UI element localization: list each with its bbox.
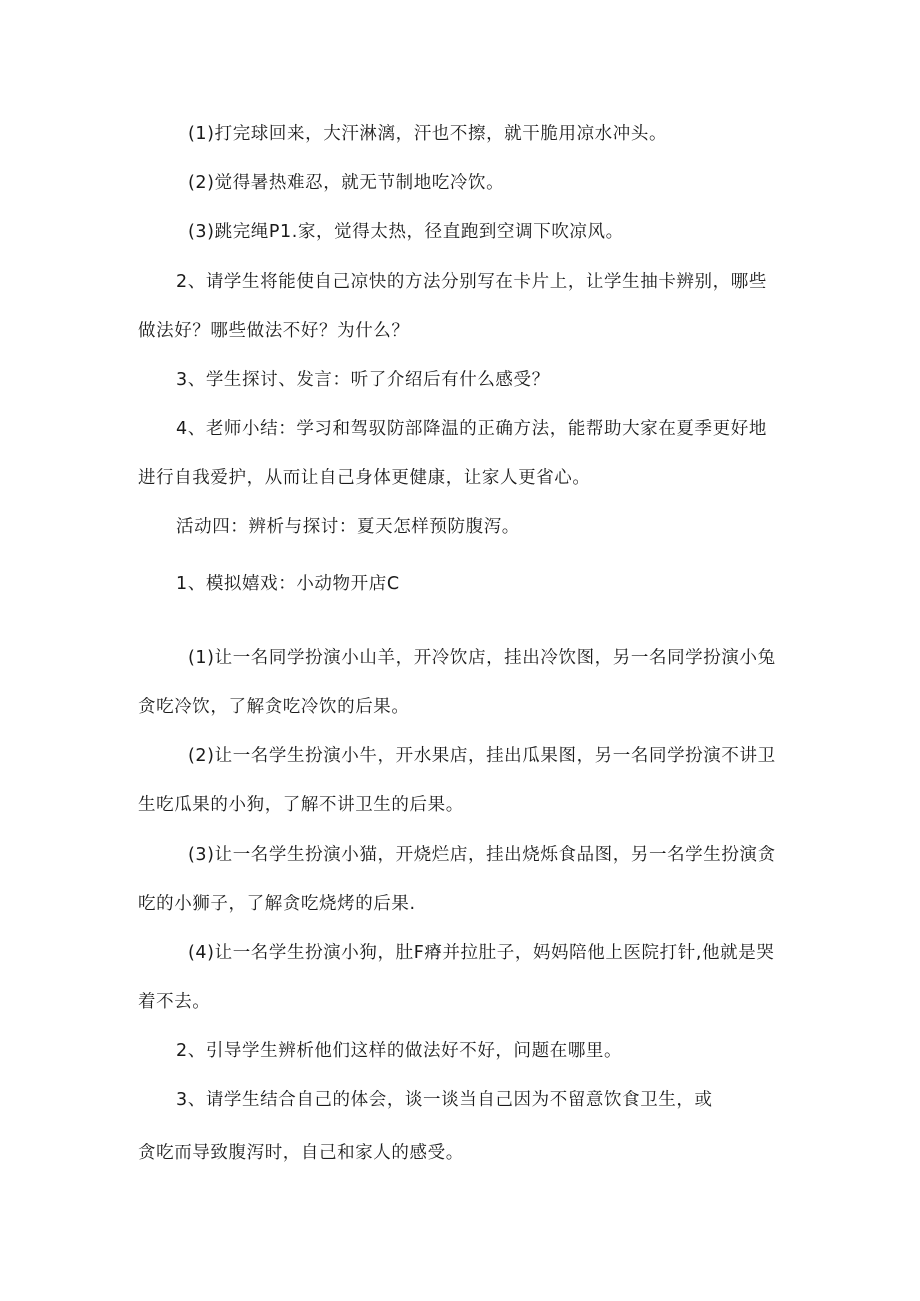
text-line-13: (2)让一名学生扮演小牛，开水果店，挂出瓜果图，另一名同学扮演不讲卫 [188,746,776,766]
text-line-20: 3、请学生结合自己的体会，谈一谈当自己因为不留意饮食卫生，或 [176,1090,713,1110]
text-line-19: 2、引导学生辨析他们这样的做法好不好，问题在哪里。 [176,1041,623,1061]
text-line-8: 进行自我爱护，从而让自己身体更健康，让家人更省心。 [138,468,591,488]
text-line-2: (2)觉得暑热难忍，就无节制地吃冷饮。 [188,173,505,193]
text-line-7: 4、老师小结：学习和驾驭防部降温的正确方法，能帮助大家在夏季更好地 [176,419,767,439]
text-line-18: 着不去。 [138,992,211,1012]
text-line-16: 吃的小狮子，了解贪吃烧烤的后果. [138,894,416,914]
text-line-6: 3、学生探讨、发言：听了介绍后有什么感受？ [176,370,550,390]
text-line-9: 活动四：辨析与探讨：夏天怎样预防腹泻。 [176,517,520,537]
text-line-4: 2、请学生将能使自己凉快的方法分别写在卡片上，让学生抽卡辨别，哪些 [176,272,767,292]
text-line-15: (3)让一名学生扮演小猫，开烧烂店，挂出烧烁食品图，另一名学生扮演贪 [188,845,776,865]
text-line-12: 贪吃冷饮，了解贪吃冷饮的后果。 [138,697,410,717]
text-line-14: 生吃瓜果的小狗，了解不讲卫生的后果。 [138,795,464,815]
text-line-5: 做法好？哪些做法不好？为什么？ [138,321,410,341]
text-line-11: (1)让一名同学扮演小山羊，开冷饮店，挂出冷饮图，另一名同学扮演小兔 [188,648,776,668]
text-line-10: 1、模拟嬉戏：小动物开店C [176,574,400,594]
text-line-3: (3)跳完绳P1.家，觉得太热，径直跑到空调下吹凉风。 [188,222,624,242]
text-line-1: (1)打完球回来，大汗淋漓，汗也不擦，就干脆用凉水冲头。 [188,124,668,144]
text-line-21: 贪吃而导致腹泻时，自己和家人的感受。 [138,1143,464,1163]
text-line-17: (4)让一名学生扮演小狗，肚F瘠并拉肚子，妈妈陪他上医院打针,他就是哭 [188,943,775,963]
